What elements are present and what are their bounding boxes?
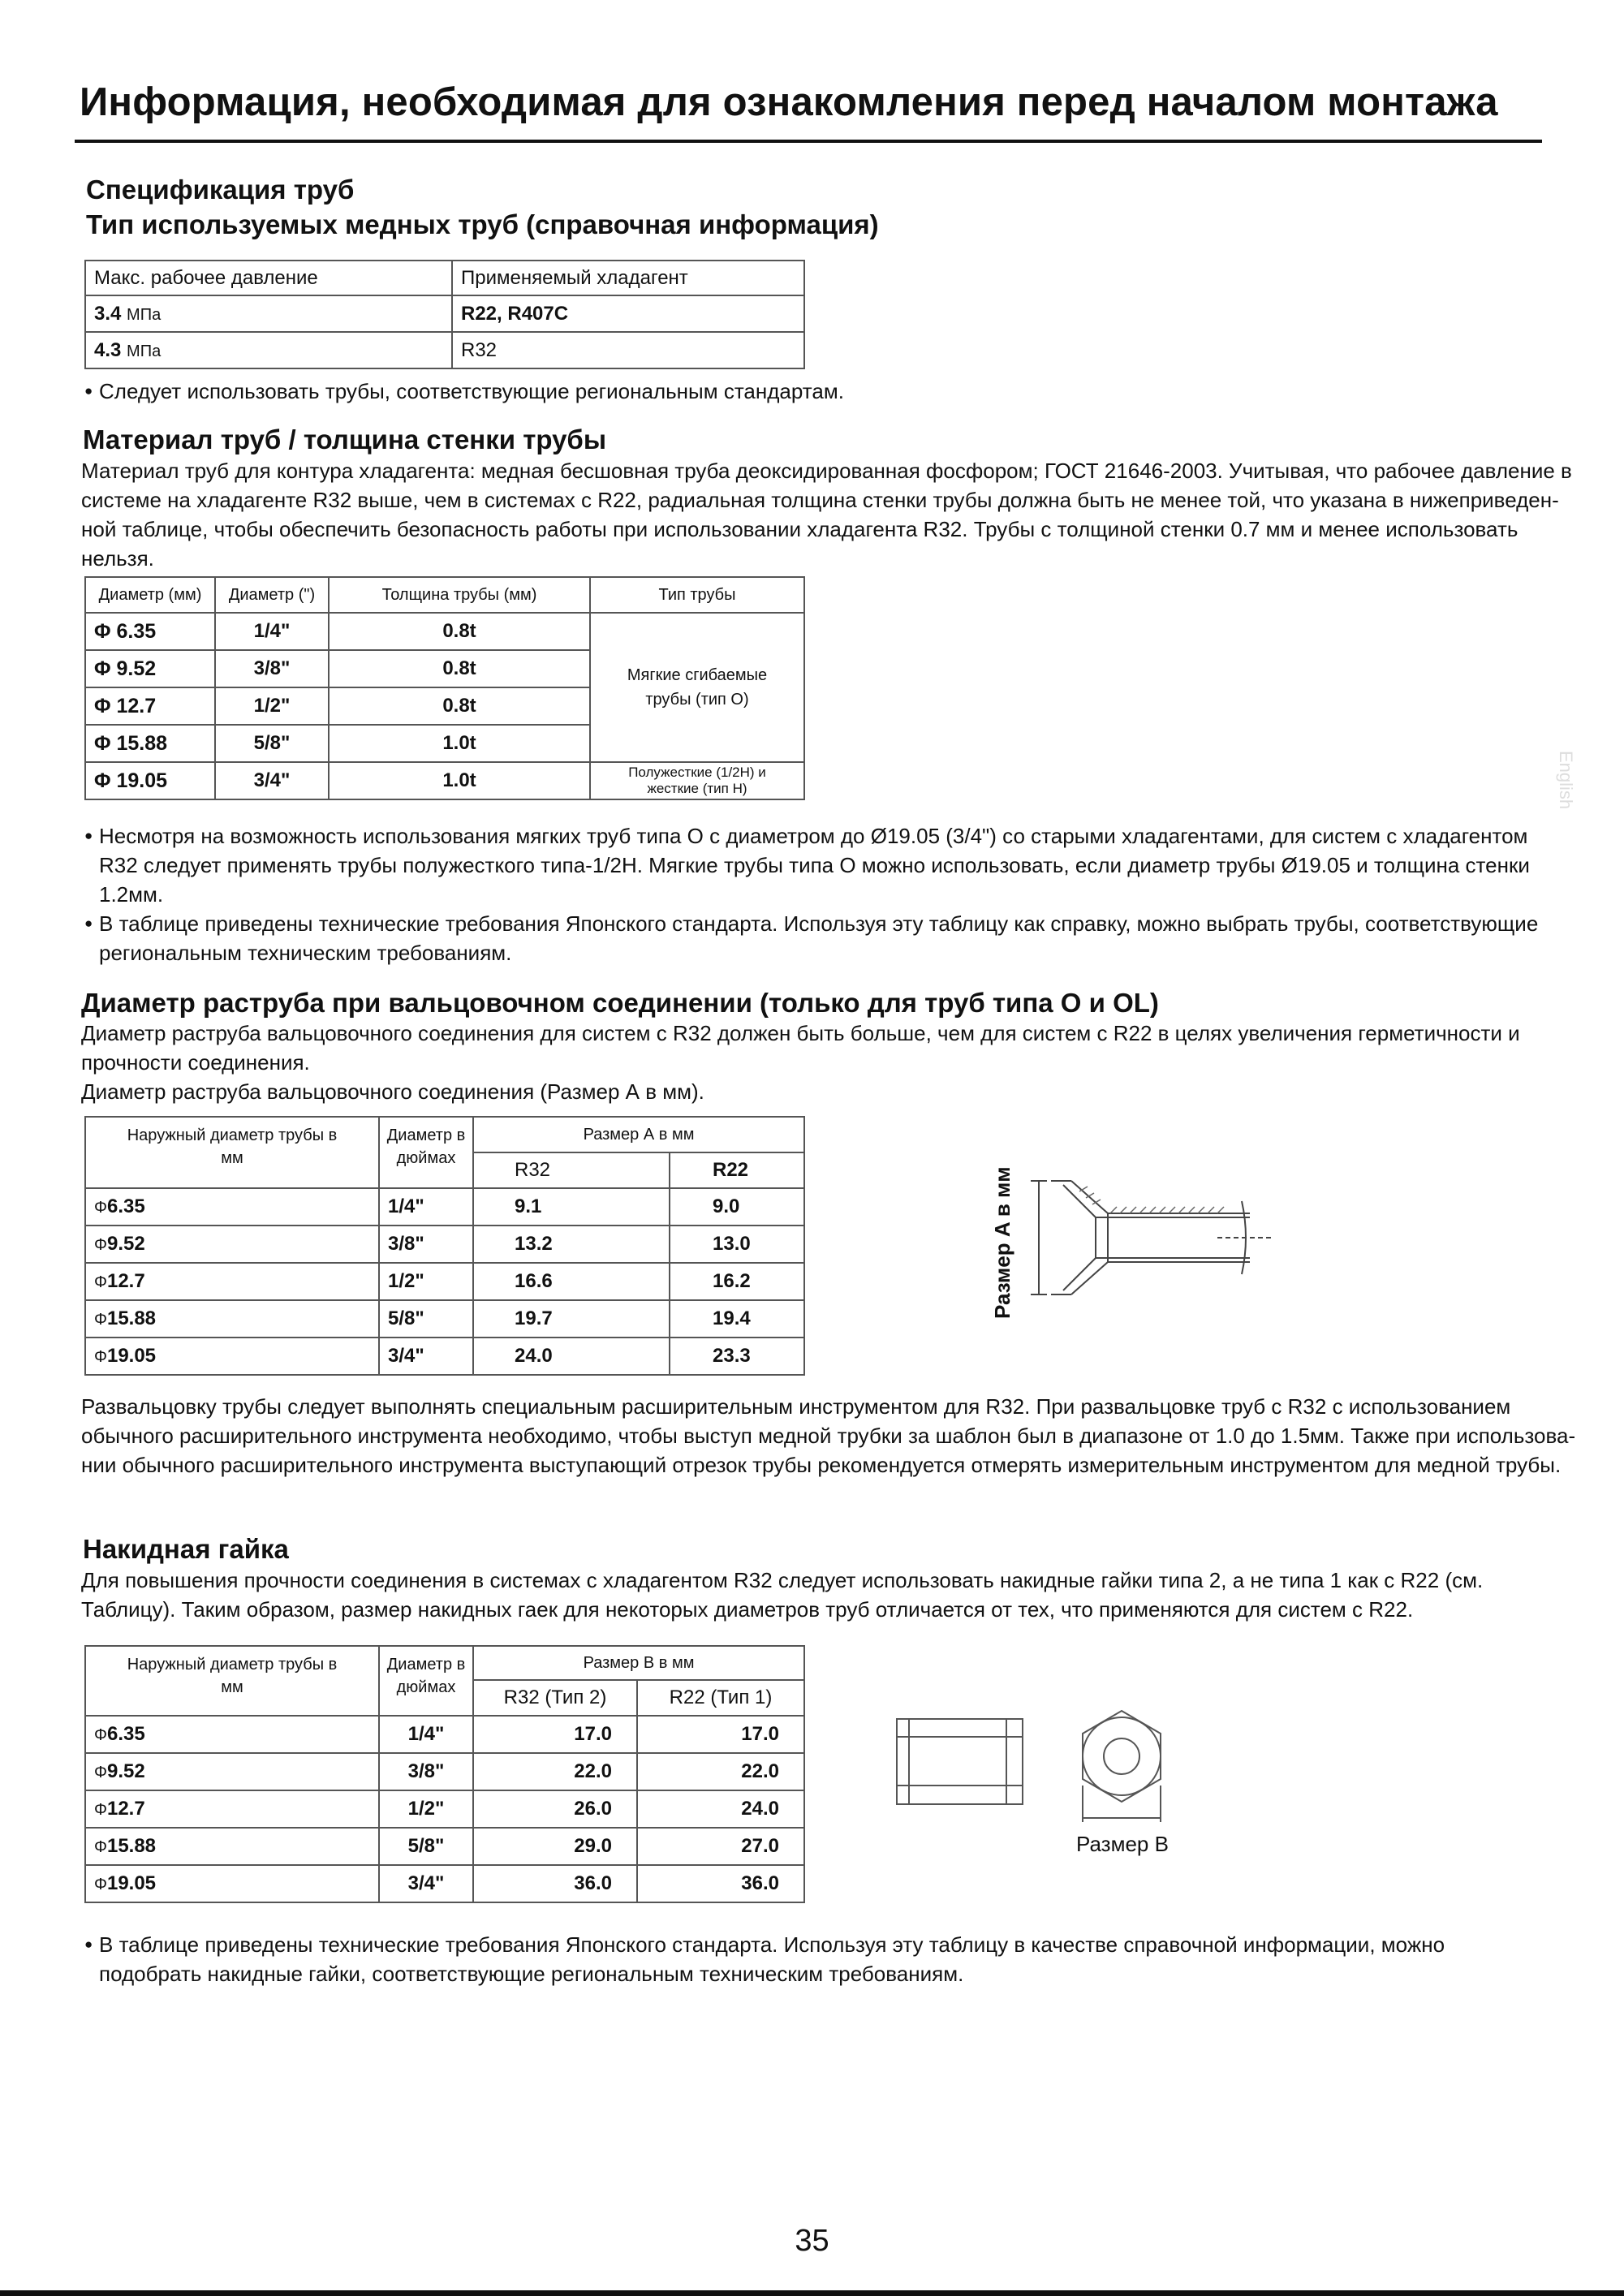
diameter-inch: 1/2" <box>215 687 329 725</box>
phi-symbol: Φ <box>94 1348 107 1366</box>
diameter-inch: 1/2" <box>379 1790 473 1828</box>
note-soft-pipes <box>99 821 1530 909</box>
table-row <box>85 1338 804 1375</box>
flare-nut-diagram <box>893 1704 1217 1842</box>
figure-label-size-a: Размер A в мм <box>990 1166 1014 1319</box>
header-line: мм <box>221 1149 243 1167</box>
phi-symbol: Φ <box>94 619 111 643</box>
paragraph-line: 1.2мм. <box>99 882 164 907</box>
size-r22: 19.4 <box>670 1300 804 1338</box>
refrigerant-header: Применяемый хладагент <box>452 261 804 295</box>
phi-symbol: Φ <box>94 731 111 755</box>
section-heading-material: Материал труб / толщина стенки трубы <box>83 424 606 454</box>
material-paragraph <box>81 456 1572 573</box>
paragraph-line: Для повышения прочности соединения в системах с хладагентом R32 следует использовать накидные гайки типа 2, а не типа 1 как с R22 (см. <box>81 1568 1484 1592</box>
thickness: 0.8t <box>329 613 590 650</box>
diameter-inch: 3/4" <box>379 1338 473 1375</box>
col-r32: R32 <box>473 1152 670 1188</box>
diameter-mm: 15.88 <box>106 1307 157 1329</box>
size-r32: 29.0 <box>473 1828 637 1865</box>
size-r22: 13.0 <box>670 1226 804 1263</box>
note-japanese-standard <box>99 909 1538 967</box>
col-outer-diameter <box>85 1646 379 1716</box>
size-r22: 16.2 <box>670 1263 804 1300</box>
header-line: дюймах <box>396 1678 456 1696</box>
header-line: Диаметр в <box>386 1656 466 1674</box>
col-outer-diameter <box>85 1117 379 1188</box>
diameter-mm: 15.88 <box>106 1835 157 1857</box>
pipe-type-line: трубы (тип O) <box>645 691 749 709</box>
flare-table <box>84 1116 805 1376</box>
table-row <box>85 1226 804 1263</box>
refrigerant-value: R32 <box>452 332 804 368</box>
size-r32: 17.0 <box>473 1716 637 1753</box>
phi-symbol: Φ <box>94 1273 107 1291</box>
phi-symbol: Φ <box>94 1801 107 1819</box>
table-row <box>85 1828 804 1865</box>
size-r22: 9.0 <box>670 1188 804 1226</box>
diameter-inch: 3/8" <box>379 1753 473 1790</box>
flare-nut-paragraph <box>81 1566 1483 1624</box>
paragraph-line: ● Несмотря на возможность использования мягких труб типа O с диаметром до Ø19.05 (3/4") со старыми хладагентами, для систем с хладагентом <box>99 824 1528 848</box>
col-thickness: Толщина трубы (мм) <box>329 577 590 613</box>
col-diameter-mm: Диаметр (мм) <box>85 577 215 613</box>
diameter-mm: 6.35 <box>106 1195 145 1217</box>
header-line: Наружный диаметр трубы в <box>127 1126 338 1144</box>
phi-symbol: Φ <box>94 694 111 717</box>
diameter-mm: 6.35 <box>106 1723 145 1745</box>
diameter-mm: 9.52 <box>106 1760 145 1782</box>
paragraph-line: нельзя. <box>81 546 154 571</box>
paragraph-line: Таблицу). Таким образом, размер накидных гаек для некоторых диаметров труб отличается от тех, что применяются для систем с R22. <box>81 1597 1414 1622</box>
diameter-mm: 19.05 <box>106 1345 157 1367</box>
pressure-value: 4.3 <box>94 338 122 361</box>
col-size-a: Размер А в мм <box>473 1117 804 1152</box>
paragraph-line: обычного расширительного инструмента необходимо, чтобы выступ медной трубки за шаблон был в диапазоне от 1.0 до 1.5мм. Также при использова- <box>81 1424 1576 1448</box>
diameter-inch: 1/4" <box>379 1188 473 1226</box>
size-r32: 36.0 <box>473 1865 637 1902</box>
section-subheading-copper-pipes: Тип используемых медных труб (справочная информация) <box>86 209 879 239</box>
section-heading-flare-nut: Накидная гайка <box>83 1534 289 1564</box>
diameter-inch: 5/8" <box>379 1300 473 1338</box>
table-row <box>85 1263 804 1300</box>
size-r32: 9.1 <box>473 1188 670 1226</box>
table-row <box>85 1188 804 1226</box>
col-pipe-type: Тип трубы <box>590 577 804 613</box>
paragraph-line: подобрать накидные гайки, соответствующие региональным техническим требованиям. <box>99 1962 964 1986</box>
pipe-type-line: жесткие (тип H) <box>647 781 747 796</box>
thickness: 0.8t <box>329 650 590 687</box>
phi-symbol: Φ <box>94 657 111 680</box>
table-row <box>85 332 804 368</box>
paragraph-line: ● В таблице приведены технические требования Японского стандарта. Используя эту таблицу как справку, можно выбрать трубы, соответствующие <box>99 911 1539 936</box>
col-r22: R22 <box>670 1152 804 1188</box>
header-line: мм <box>221 1678 243 1696</box>
table-row <box>85 1790 804 1828</box>
phi-symbol: Φ <box>94 1876 107 1893</box>
table-row <box>85 1716 804 1753</box>
diameter-inch: 3/4" <box>379 1865 473 1902</box>
pipe-type-hard <box>590 762 804 799</box>
size-r32: 24.0 <box>473 1338 670 1375</box>
note-regional-standards: ● Следует использовать трубы, соответствующие региональным стандартам. <box>99 377 844 406</box>
size-r32: 16.6 <box>473 1263 670 1300</box>
language-tab-label: English <box>1556 751 1576 810</box>
col-inch-diameter <box>379 1646 473 1716</box>
pressure-table <box>84 260 805 369</box>
paragraph-line: системе на хладагенте R32 выше, чем в системах с R22, радиальная толщина стенки трубы должна быть не менее той, что указана в нижеприведен- <box>81 488 1559 512</box>
size-r32: 13.2 <box>473 1226 670 1263</box>
diameter-inch: 5/8" <box>215 725 329 762</box>
refrigerant-value: R22, R407C <box>452 295 804 332</box>
table-row <box>85 762 804 799</box>
pressure-header: Макс. рабочее давление <box>85 261 452 295</box>
col-diameter-inch: Диаметр (") <box>215 577 329 613</box>
paragraph-line: ● В таблице приведены технические требования Японского стандарта. Используя эту таблицу в качестве справочной информации, можно <box>99 1932 1445 1957</box>
size-r22: 23.3 <box>670 1338 804 1375</box>
phi-symbol: Φ <box>94 1236 107 1254</box>
phi-symbol: Φ <box>94 1199 107 1217</box>
diameter-mm: 15.88 <box>116 731 168 755</box>
paragraph-line: прочности соединения. <box>81 1050 310 1075</box>
size-r22: 36.0 <box>637 1865 804 1902</box>
thickness-table <box>84 576 805 800</box>
pressure-value: 3.4 <box>94 302 122 325</box>
figure-label-size-b: Размер B <box>1076 1832 1169 1856</box>
size-r22: 17.0 <box>637 1716 804 1753</box>
paragraph-line: ной таблице, чтобы обеспечить безопасность работы при использовании хладагента R32. Трубы с толщиной стенки 0.7 мм и менее использовать <box>81 517 1518 541</box>
phi-symbol: Φ <box>94 769 111 792</box>
diameter-mm: 9.52 <box>106 1233 145 1255</box>
paragraph-line: Диаметр раструба вальцовочного соединения (Размер А в мм). <box>81 1079 704 1104</box>
phi-symbol: Φ <box>94 1726 107 1744</box>
diameter-mm: 12.7 <box>106 1798 145 1820</box>
paragraph-line: региональным техническим требованиям. <box>99 941 512 965</box>
paragraph-line: нии обычного расширительного инструмента выступающий отрезок трубы рекомендуется отмерять измерительным инструментом для медной трубы. <box>81 1453 1562 1477</box>
phi-symbol: Φ <box>94 1311 107 1329</box>
diameter-mm: 19.05 <box>106 1872 157 1894</box>
size-r32: 22.0 <box>473 1753 637 1790</box>
diameter-mm: 19.05 <box>116 769 168 792</box>
flare-tool-paragraph <box>81 1392 1575 1480</box>
col-size-b: Размер B в мм <box>473 1646 804 1680</box>
table-row <box>85 613 804 650</box>
col-r32-type2: R32 (Тип 2) <box>473 1680 637 1716</box>
pipe-type-line: Мягкие сгибаемые <box>627 666 768 684</box>
diameter-inch: 3/8" <box>215 650 329 687</box>
phi-symbol: Φ <box>94 1764 107 1781</box>
header-line: дюймах <box>396 1149 456 1167</box>
pipe-type-soft <box>590 613 804 762</box>
paragraph-line: Диаметр раструба вальцовочного соединения для систем с R32 должен быть больше, чем для систем с R22 в целях увеличения герметичности и <box>81 1021 1520 1045</box>
flare-diagram <box>974 1161 1282 1347</box>
diameter-inch: 1/2" <box>379 1263 473 1300</box>
bottom-rule <box>0 2290 1624 2296</box>
paragraph-line: Материал труб для контура хладагента: медная бесшовная труба деоксидированная фосфором; ГОСТ 21646-2003. Учитывая, что рабочее давление в <box>81 459 1572 483</box>
flare-nut-table <box>84 1645 805 1903</box>
size-r22: 24.0 <box>637 1790 804 1828</box>
pipe-type-line: Полужесткие (1/2H) и <box>628 765 766 780</box>
phi-symbol: Φ <box>94 1838 107 1856</box>
table-row <box>85 295 804 332</box>
diameter-inch: 1/4" <box>215 613 329 650</box>
size-r22: 22.0 <box>637 1753 804 1790</box>
diameter-mm: 9.52 <box>116 657 157 680</box>
section-heading-flare: Диаметр раструба при вальцовочном соединении (только для труб типа O и OL) <box>81 988 1159 1018</box>
section-heading-pipe-spec: Спецификация труб <box>86 174 355 205</box>
table-row <box>85 1300 804 1338</box>
title-rule <box>75 140 1542 143</box>
thickness: 0.8t <box>329 687 590 725</box>
header-line: Наружный диаметр трубы в <box>127 1656 338 1674</box>
diameter-mm: 12.7 <box>106 1270 145 1292</box>
pressure-unit: МПа <box>127 342 162 360</box>
table-row <box>85 1865 804 1902</box>
paragraph-line: Развальцовку трубы следует выполнять специальным расширительным инструментом для R32. При развальцовке труб с R32 с использованием <box>81 1394 1511 1419</box>
diameter-inch: 3/4" <box>215 762 329 799</box>
diameter-inch: 5/8" <box>379 1828 473 1865</box>
diameter-inch: 1/4" <box>379 1716 473 1753</box>
size-r22: 27.0 <box>637 1828 804 1865</box>
diameter-inch: 3/8" <box>379 1226 473 1263</box>
table-row <box>85 1753 804 1790</box>
note-flare-nut-standard <box>99 1930 1445 1988</box>
size-r32: 19.7 <box>473 1300 670 1338</box>
pressure-unit: МПа <box>127 305 162 324</box>
diameter-mm: 6.35 <box>116 619 157 643</box>
col-r22-type1: R22 (Тип 1) <box>637 1680 804 1716</box>
col-inch-diameter <box>379 1117 473 1188</box>
diameter-mm: 12.7 <box>116 694 157 717</box>
thickness: 1.0t <box>329 725 590 762</box>
size-r32: 26.0 <box>473 1790 637 1828</box>
header-line: Диаметр в <box>386 1126 466 1144</box>
flare-paragraph <box>81 1019 1520 1106</box>
page-title: Информация, необходимая для ознакомления перед началом монтажа <box>80 80 1498 124</box>
thickness: 1.0t <box>329 762 590 799</box>
page-number: 35 <box>795 2224 829 2258</box>
paragraph-line: R32 следует применять трубы полужесткого типа-1/2H. Мягкие трубы типа O можно использовать, если диаметр трубы Ø19.05 и толщина стенки <box>99 853 1530 877</box>
